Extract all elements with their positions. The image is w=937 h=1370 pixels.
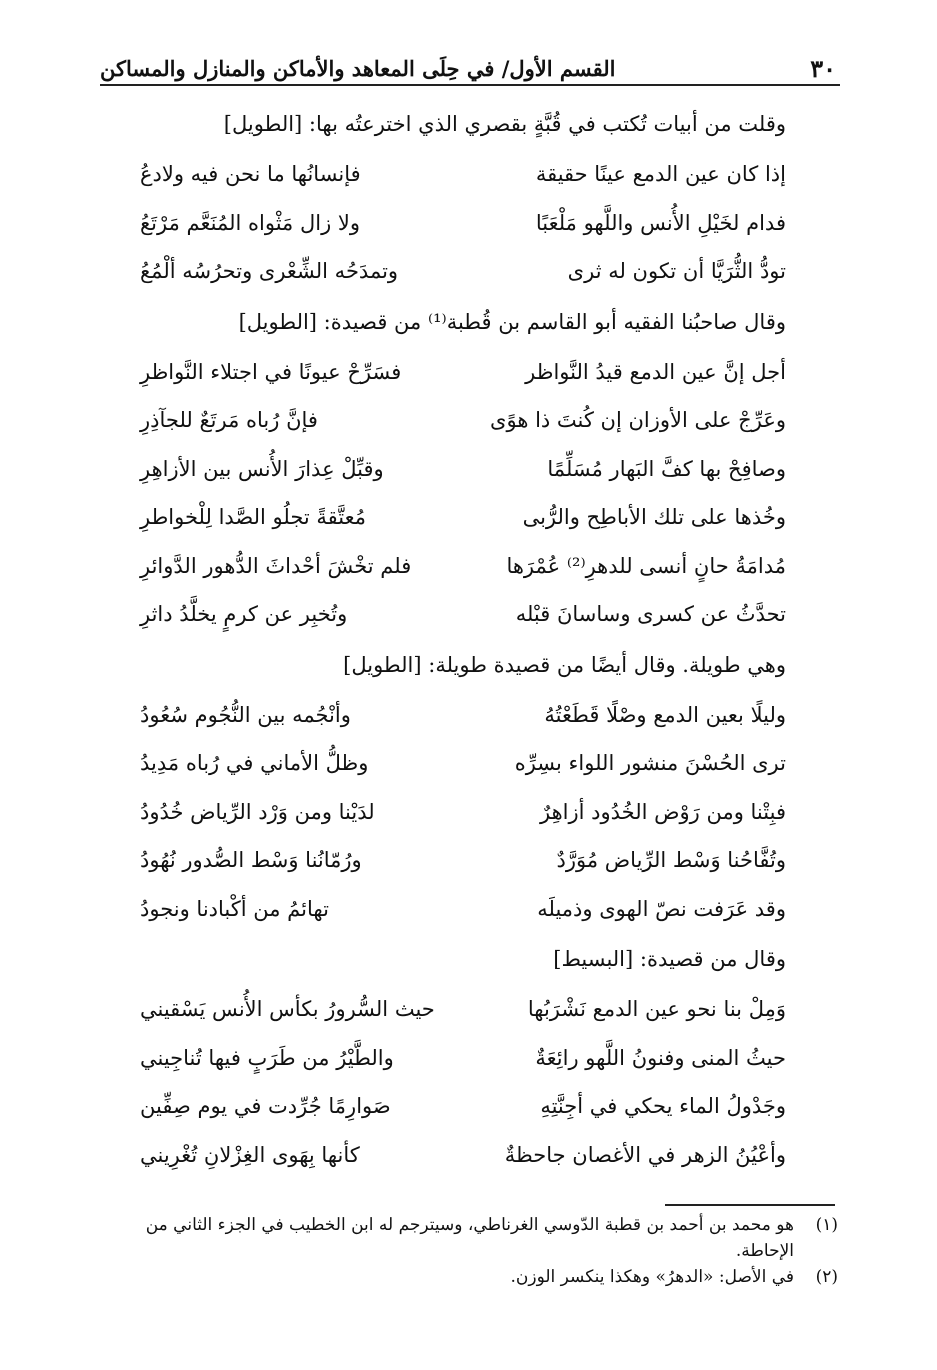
running-title: القسم الأول/ في حِلَى المعاهد والأماكن والمنازل والمساكن [100,56,616,81]
verse-second-hemistich: كأنها بِهَوى الغِزْلانِ تُغْرِيني [140,1142,360,1167]
verse-second-hemistich: وأنْجُمه بين النُّجُوم سُعُودُ [140,702,351,727]
verse-first-hemistich: وَمِلْ بنا نحو عين الدمع نَشْرَبُها [527,997,786,1022]
page-body [140,98,786,1179]
verse-line [140,885,786,934]
verse-second-hemistich: وتُخبِر عن كرمٍ يخلَّدُ داثرِ [140,602,348,627]
verse-line [140,1131,786,1180]
verse-first-hemistich: فدام لخَيْلِ الأُنس واللَّهو مَلْعَبًا [535,210,786,235]
verse-second-hemistich: وقبِّلْ عِذارَ الأُنس بين الأزاهِرِ [140,456,384,481]
verse-first-hemistich: ترى الحُسْنَ منشور اللواء بسِرِّه [514,751,786,776]
verse-first-hemistich: فبِتْنا ومن رَوْض الخُدُود أزاهِرٌ [540,799,786,824]
verse-first-hemistich: وليلًا بعين الدمع وصْلًا قَطَعْتُهُ [544,702,786,727]
verse-second-hemistich: فسَرِّحْ عيونًا في اجتلاء النَّواظرِ [140,359,402,384]
verse-line [140,985,786,1034]
verse-first-hemistich: وصافِحْ بها كفَّ البَهار مُسَلِّمًا [547,456,786,481]
verse-first-hemistich: وأعْيُنُ الزهر في الأغصان جاحظةٌ [504,1142,786,1167]
prose-line: وقلت من أبيات تُكتب في قُبَّةٍ بقصري الذي اخترعتُه بها: [الطويل] [223,112,786,136]
verse-second-hemistich: ورُمّانُنا وَسْط الصُّدور نُهُودُ [140,848,362,873]
verse-line [140,739,786,788]
footnote-number: (١) [815,1215,838,1235]
verse-line [140,542,786,591]
footnote-line: هو محمد بن أحمد بن قطبة الدّوسي الغرناطي، وسيترجم له ابن الخطيب في الجزء الثاني من [145,1215,794,1235]
footnote-line: في الأصل: «الدهرُ» وهكذا ينكسر الوزن. [510,1267,794,1287]
verse-second-hemistich: حيث السُّرورُ بكأس الأُنس يَسْقيني [140,997,435,1022]
verse-first-hemistich: وجَدْولُ الماء يحكي في أجِنَّتِهِ [540,1094,786,1119]
verse-second-hemistich: وظلُّ الأماني في رُباه مَدِيدُ [140,751,369,776]
verse-first-hemistich: تحدَّثُ عن كسرى وساسانَ قبْله [515,602,786,627]
verse-first-hemistich: أجل إنَّ عين الدمع قيدُ النَّواظر [525,359,786,384]
footnote-1 [98,1212,838,1264]
verse-first-hemistich: وخُذها على تلك الأباطِح والرُّبى [522,505,786,530]
verse-line [140,493,786,542]
verse-line [140,691,786,740]
verse-second-hemistich: فإنسانُها ما نحن فيه ولادعُ [140,162,361,187]
footnote-separator [665,1204,835,1206]
verse-first-hemistich: وقد عَرَفت نصّ الهوى وذميلَه [537,896,786,921]
verse-second-hemistich: فإنَّ رُباه مَرتَعٌ للجآذِرِ [140,408,318,433]
verse-line [140,1034,786,1083]
verse-line [140,788,786,837]
footnotes [98,1212,838,1290]
verse-first-hemistich: حيثُ المنى وفنونُ اللَّهو رائِعَةٌ [535,1045,786,1070]
verse-second-hemistich: فلم تخْشَ أحْداثَ الدُّهور الدَّوائرِ [140,553,412,578]
footnote-2 [98,1264,838,1290]
verse-line [140,199,786,248]
verse-second-hemistich: والطَّيْرُ من طَرَبٍ فيها تُناجِيني [140,1045,394,1070]
verse-second-hemistich: وتمدَحُه الشِّعْرى وتحرُسُه ألْمُعُ [140,259,399,284]
footnote-text [98,1212,794,1264]
verse-second-hemistich: مُعتَّقةً تجلُو الصَّدا لِلْخواطرِ [140,505,367,530]
verse-line [140,590,786,639]
verse-second-hemistich: ولا زال مَثْواه المُنَعَّم مَرْتَعُ [140,210,360,235]
verse-first-hemistich: وعَرِّجْ على الأوزان إن كُنتَ ذا هوًى [490,408,786,433]
footnote-text [98,1264,794,1290]
verse-first-hemistich: إذا كان عين الدمع عينًا حقيقة [535,162,786,187]
prose-line: وقال صاحبُنا الفقيه أبو القاسم بن قُطبة⁽¹⁾ من قصيدة: [الطويل] [238,309,786,334]
verse-second-hemistich: صَوارِمًا جُرِّدت في يوم صِفِّين [140,1094,391,1119]
verse-first-hemistich: مُدامَةُ حانٍ أنسى للدهرِ⁽²⁾ عُمْرَها [506,553,786,578]
verse-line [140,348,786,397]
verse-second-hemistich: لدَيْنا ومن وَرْد الرِّياض خُدُودُ [140,799,375,824]
footnote-line: الإحاطة. [735,1241,794,1261]
verse-line [140,247,786,296]
prose-line: وقال من قصيدة: [البسيط] [553,947,786,971]
verse-second-hemistich: تهائمُ من أكْبادنا ونجودُ [140,896,329,921]
footnote-number: (٢) [815,1267,838,1287]
verse-line [140,1082,786,1131]
verse-first-hemistich: وتُفَّاحُنا وَسْط الرِّياض مُوَرَّدٌ [556,848,786,873]
verse-line [140,445,786,494]
page-number: ٣٠ [810,54,836,83]
verse-line [140,150,786,199]
verse-line [140,836,786,885]
page-header [100,40,840,86]
prose-line: وهي طويلة. وقال أيضًا من قصيدة طويلة: [الطويل] [343,652,786,677]
verse-first-hemistich: تودُّ الثُّرَيَّا أن تكون له ثرى [567,259,786,284]
verse-line [140,396,786,445]
